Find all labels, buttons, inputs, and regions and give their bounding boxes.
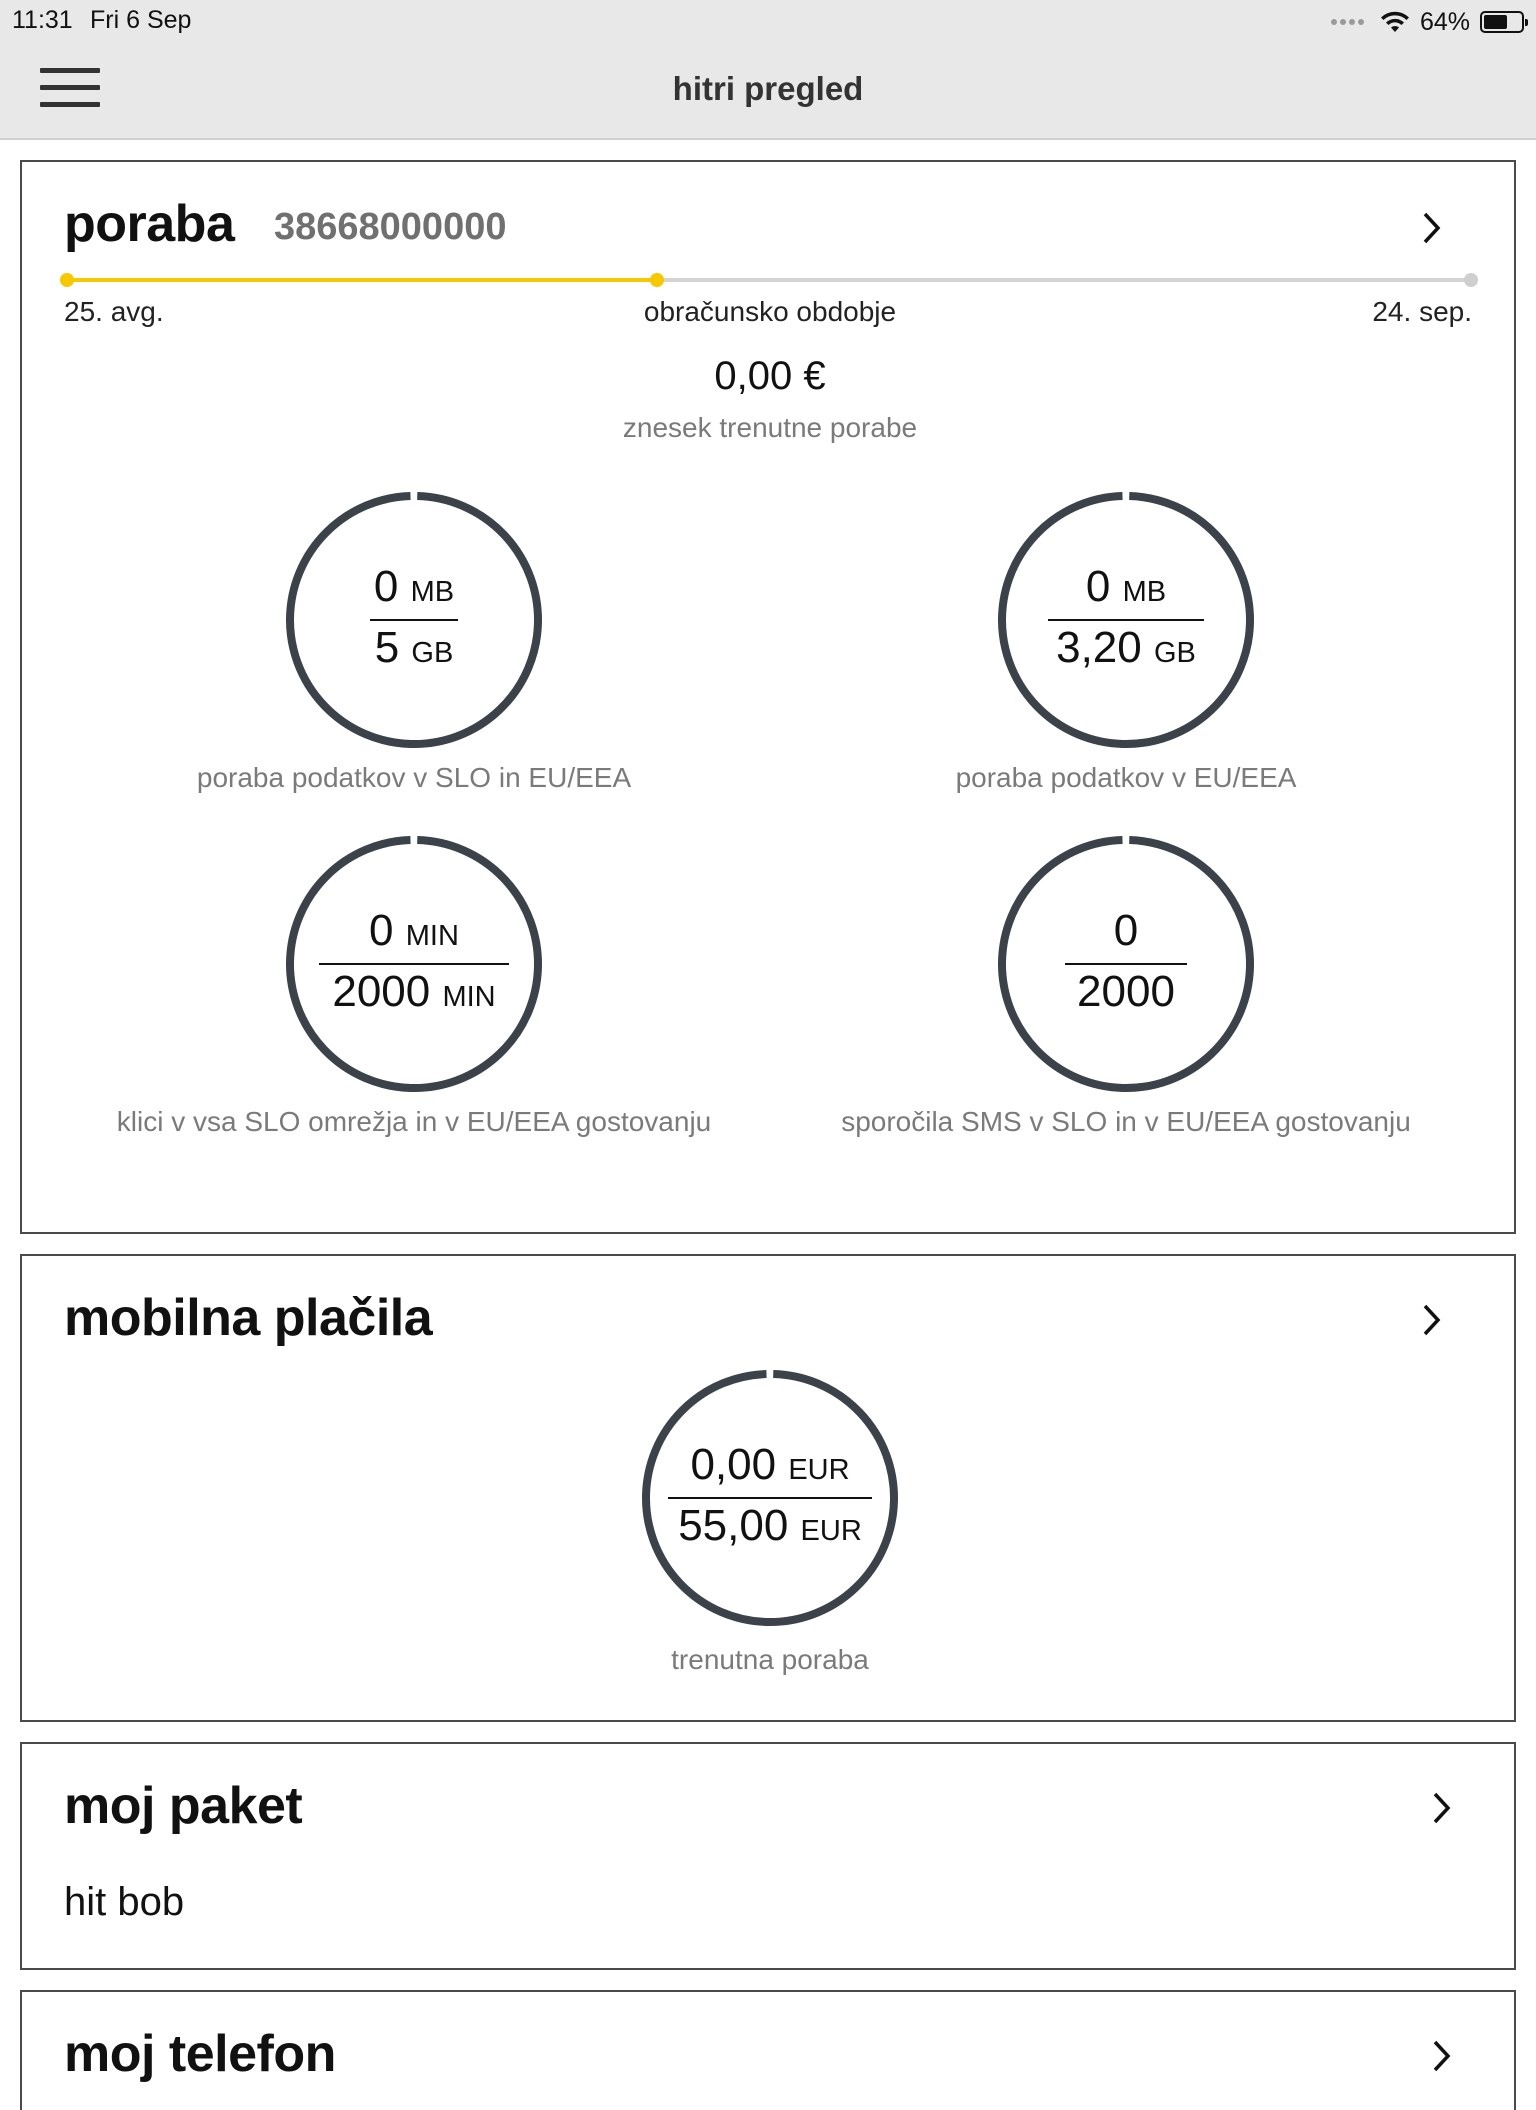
data-eu-gauge[interactable] [996,490,1256,750]
mobile-payments-title: mobilna plačila [64,1289,433,1347]
gauge-used-unit: EUR [788,1454,850,1486]
gauge-divider [370,619,458,621]
gauge-total-unit: MIN [442,981,496,1013]
gauge-total-value: 55,00 [678,1501,789,1550]
status-date: Fri 6 Sep [90,6,192,34]
gauge-label: poraba podatkov v EU/EEA [955,762,1297,793]
gauge-divider [319,963,509,965]
gauge-used-value: 0 [1113,906,1139,955]
battery-percent: 64% [1419,7,1470,36]
gauge-used-unit: MB [1122,576,1167,608]
status-indicators [1331,6,1524,38]
usage-card[interactable] [20,160,1516,1234]
gauge-used-value: 0 [369,906,394,955]
page-title: hitri pregled [672,70,864,107]
my-package-card[interactable] [20,1742,1516,1970]
gauge-used-unit: MB [410,576,455,608]
usage-card-title: poraba [64,195,235,253]
gauge-divider [668,1497,872,1499]
wifi-icon [1380,10,1410,34]
gauge-total-value: 2000 [332,967,431,1016]
period-end-date: 24. sep. [1372,296,1472,327]
gauge-used-value: 0 [373,562,399,611]
chevron-right-icon[interactable] [1422,2036,1462,2076]
chevron-right-icon[interactable] [1422,1788,1462,1828]
gauge-divider [1065,963,1187,965]
current-amount-label: znesek trenutne porabe [622,412,918,443]
gauge-total-value: 2000 [1077,967,1175,1016]
gauge-total-unit: GB [1153,637,1196,669]
gauge-used-value: 0,00 [690,1440,777,1489]
sms-gauge[interactable] [996,834,1256,1094]
billing-period-progress [66,278,1472,282]
battery-icon [1480,11,1524,33]
gauge-divider [1048,619,1204,621]
my-phone-title: moj telefon [64,2025,336,2083]
status-time: 11:31 [12,6,73,34]
chevron-right-icon[interactable] [1412,1300,1452,1340]
billing-period-label: obračunsko obdobje [643,296,897,327]
mobile-payments-gauge[interactable] [640,1368,900,1628]
period-start-date: 25. avg. [64,296,164,327]
gauge-total-value: 3,20 [1056,623,1142,672]
gauge-label: poraba podatkov v SLO in EU/EEA [196,762,632,793]
my-phone-card[interactable] [20,1990,1516,2110]
calls-gauge[interactable] [284,834,544,1094]
mobile-payments-card[interactable] [20,1254,1516,1722]
gauge-used-value: 0 [1085,562,1111,611]
gauge-used-unit: MIN [405,920,459,952]
gauge-label: sporočila SMS v SLO in v EU/EEA gostovanju [841,1106,1411,1137]
gauge-total-unit: EUR [800,1515,862,1547]
signal-dots-icon [1331,19,1364,25]
package-name: hit bob [64,1880,185,1924]
my-package-title: moj paket [64,1777,303,1835]
top-bar [0,0,1536,140]
data-slo-eu-gauge[interactable] [284,490,544,750]
gauge-label: trenutna poraba [671,1644,869,1675]
gauge-total-value: 5 [374,623,400,672]
current-amount: 0,00 € [714,354,826,398]
gauge-total-unit: GB [411,637,454,669]
gauge-label: klici v vsa SLO omrežja in v EU/EEA gostovanju [116,1106,712,1137]
chevron-right-icon[interactable] [1412,208,1452,248]
phone-number: 38668000000 [274,206,507,248]
